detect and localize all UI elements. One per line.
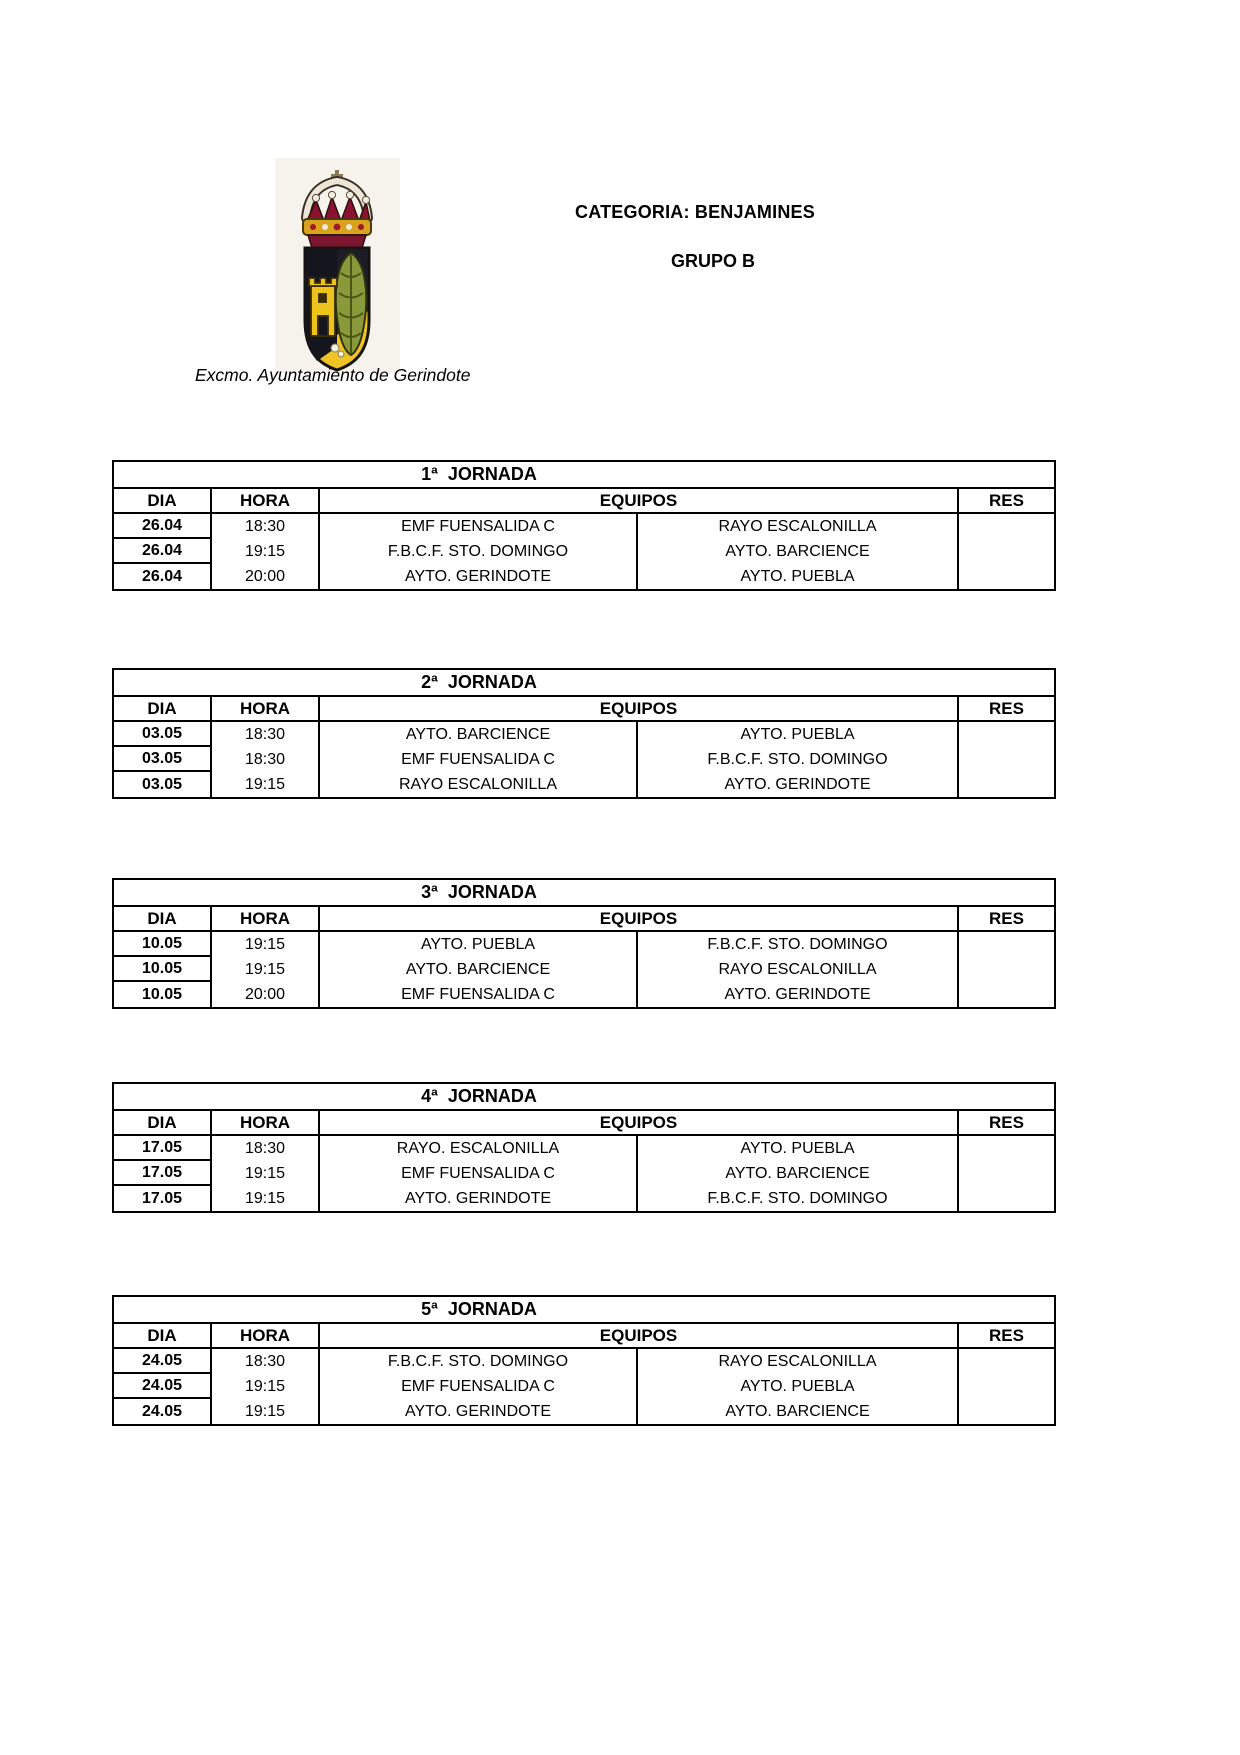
away-team: AYTO. BARCIENCE [638,1399,959,1424]
result-cell [959,957,1054,982]
match-day: 03.05 [114,722,212,747]
away-team: AYTO. PUEBLA [638,722,959,747]
jornada-title: 5ª JORNADA [421,1299,537,1319]
home-team: AYTO. BARCIENCE [320,957,638,982]
result-cell [959,747,1054,772]
result-cell [959,1374,1054,1399]
match-time: 19:15 [212,1186,320,1211]
col-header-equipos: EQUIPOS [320,489,959,512]
match-time: 19:15 [212,932,320,957]
match-row [114,932,1054,957]
col-header-equipos: EQUIPOS [320,907,959,930]
match-day: 24.05 [114,1349,212,1374]
match-row [114,1399,1054,1424]
jornada-table [112,1295,1056,1426]
home-team: EMF FUENSALIDA C [320,514,638,539]
result-cell [959,722,1054,747]
col-header-hora: HORA [212,697,320,720]
match-day: 24.05 [114,1399,212,1424]
match-day: 03.05 [114,747,212,772]
column-header-row [114,697,1054,722]
result-cell [959,982,1054,1007]
column-header-row [114,907,1054,932]
away-team: AYTO. BARCIENCE [638,1161,959,1186]
match-row [114,1136,1054,1161]
match-row [114,982,1054,1007]
coat-of-arms-icon [275,158,400,373]
jornada-title-row [114,1297,1054,1324]
match-time: 19:15 [212,539,320,564]
col-header-res: RES [989,1325,1024,1345]
col-header-dia: DIA [114,697,212,720]
match-day: 10.05 [114,957,212,982]
match-row [114,722,1054,747]
jornada-title: 4ª JORNADA [421,1086,537,1106]
match-time: 19:15 [212,772,320,797]
col-header-equipos: EQUIPOS [320,1111,959,1134]
match-time: 18:30 [212,514,320,539]
home-team: RAYO. ESCALONILLA [320,1136,638,1161]
col-header-equipos: EQUIPOS [320,697,959,720]
home-team: EMF FUENSALIDA C [320,1374,638,1399]
match-day: 17.05 [114,1136,212,1161]
result-cell [959,1161,1054,1186]
match-time: 19:15 [212,1161,320,1186]
result-cell [959,539,1054,564]
match-day: 26.04 [114,514,212,539]
group-title: GRUPO B [670,251,755,271]
jornada-table [112,878,1056,1009]
match-day: 10.05 [114,932,212,957]
match-time: 19:15 [212,1374,320,1399]
match-time: 18:30 [212,722,320,747]
column-header-row [114,1324,1054,1349]
match-day: 17.05 [114,1186,212,1211]
organization-name: Excmo. Ayuntamiento de Gerindote [195,365,471,385]
col-header-res: RES [989,1112,1024,1132]
match-row [114,539,1054,564]
match-row [114,1374,1054,1399]
match-row [114,1161,1054,1186]
away-team: RAYO ESCALONILLA [638,957,959,982]
away-team: AYTO. GERINDOTE [638,772,959,797]
result-cell [959,514,1054,539]
col-header-hora: HORA [212,1324,320,1347]
column-header-row [114,489,1054,514]
away-team: AYTO. BARCIENCE [638,539,959,564]
match-time: 18:30 [212,1349,320,1374]
col-header-hora: HORA [212,1111,320,1134]
away-team: F.B.C.F. STO. DOMINGO [638,1186,959,1211]
jornada-title: 1ª JORNADA [421,464,537,484]
home-team: AYTO. BARCIENCE [320,722,638,747]
col-header-dia: DIA [114,907,212,930]
category-title: CATEGORIA: BENJAMINES [575,202,815,222]
result-cell [959,1399,1054,1424]
col-header-res: RES [989,908,1024,928]
match-row [114,514,1054,539]
result-cell [959,1136,1054,1161]
home-team: RAYO ESCALONILLA [320,772,638,797]
match-time: 18:30 [212,747,320,772]
match-time: 19:15 [212,957,320,982]
col-header-dia: DIA [114,1111,212,1134]
col-header-res: RES [989,490,1024,510]
match-day: 03.05 [114,772,212,797]
match-time: 19:15 [212,1399,320,1424]
home-team: F.B.C.F. STO. DOMINGO [320,539,638,564]
col-header-equipos: EQUIPOS [320,1324,959,1347]
jornada-table [112,460,1056,591]
home-team: AYTO. PUEBLA [320,932,638,957]
away-team: RAYO ESCALONILLA [638,1349,959,1374]
away-team: AYTO. PUEBLA [638,1374,959,1399]
away-team: AYTO. PUEBLA [638,1136,959,1161]
match-day: 10.05 [114,982,212,1007]
home-team: EMF FUENSALIDA C [320,747,638,772]
home-team: AYTO. GERINDOTE [320,1399,638,1424]
col-header-dia: DIA [114,1324,212,1347]
column-header-row [114,1111,1054,1136]
home-team: AYTO. GERINDOTE [320,564,638,589]
col-header-dia: DIA [114,489,212,512]
col-header-res: RES [989,698,1024,718]
jornada-title: 2ª JORNADA [421,672,537,692]
match-day: 26.04 [114,564,212,589]
jornada-table [112,1082,1056,1213]
match-row [114,772,1054,797]
result-cell [959,1186,1054,1211]
match-day: 24.05 [114,1374,212,1399]
result-cell [959,564,1054,589]
jornada-title: 3ª JORNADA [421,882,537,902]
away-team: AYTO. PUEBLA [638,564,959,589]
match-row [114,747,1054,772]
away-team: F.B.C.F. STO. DOMINGO [638,747,959,772]
jornada-title-row [114,670,1054,697]
result-cell [959,1349,1054,1374]
town-crest-logo [275,158,400,373]
match-time: 18:30 [212,1136,320,1161]
match-time: 20:00 [212,564,320,589]
col-header-hora: HORA [212,489,320,512]
away-team: AYTO. GERINDOTE [638,982,959,1007]
away-team: F.B.C.F. STO. DOMINGO [638,932,959,957]
away-team: RAYO ESCALONILLA [638,514,959,539]
home-team: EMF FUENSALIDA C [320,1161,638,1186]
home-team: F.B.C.F. STO. DOMINGO [320,1349,638,1374]
col-header-hora: HORA [212,907,320,930]
match-row [114,564,1054,589]
match-day: 17.05 [114,1161,212,1186]
match-day: 26.04 [114,539,212,564]
result-cell [959,772,1054,797]
match-row [114,1186,1054,1211]
match-time: 20:00 [212,982,320,1007]
match-row [114,1349,1054,1374]
jornada-title-row [114,1084,1054,1111]
jornada-title-row [114,880,1054,907]
home-team: AYTO. GERINDOTE [320,1186,638,1211]
result-cell [959,932,1054,957]
match-row [114,957,1054,982]
jornada-title-row [114,462,1054,489]
home-team: EMF FUENSALIDA C [320,982,638,1007]
jornada-table [112,668,1056,799]
